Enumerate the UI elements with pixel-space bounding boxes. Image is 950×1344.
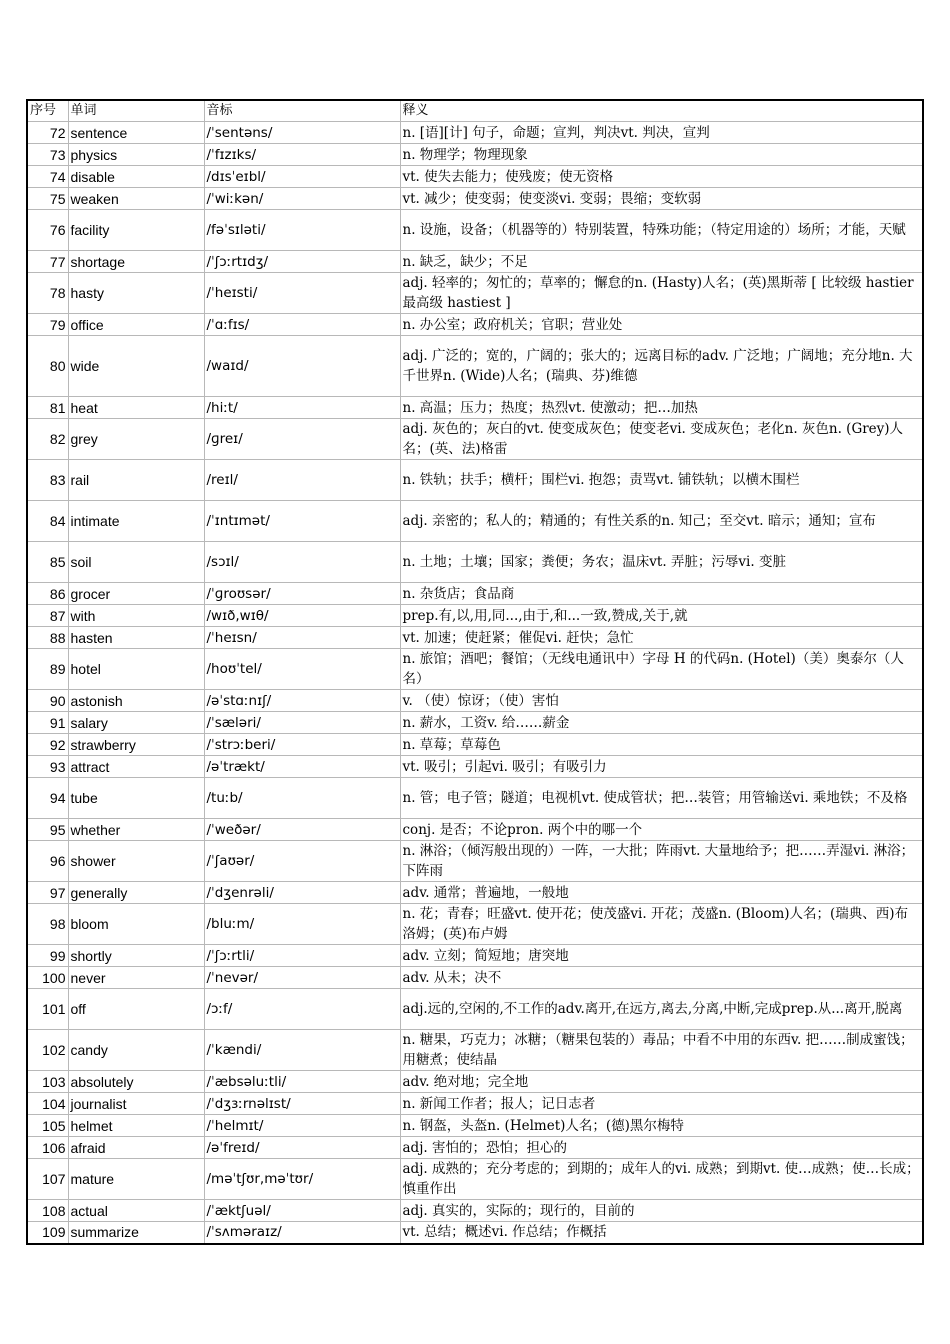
- row-phonetic: /əˈfreɪd/: [204, 1137, 400, 1159]
- table-row: [27, 819, 923, 841]
- row-word: grey: [68, 419, 204, 460]
- row-word: mature: [68, 1159, 204, 1200]
- row-phonetic: /ˈdʒenrəli/: [204, 882, 400, 904]
- table-row: [27, 989, 923, 1030]
- row-num: 97: [27, 882, 68, 904]
- row-word: office: [68, 314, 204, 336]
- table-row: [27, 904, 923, 945]
- table-row: [27, 882, 923, 904]
- row-phonetic: /ˈweðər/: [204, 819, 400, 841]
- row-definition: adj. 成熟的；充分考虑的；到期的；成年人的vi. 成熟；到期vt. 使…成熟；使…长成；慎重作出: [400, 1159, 923, 1200]
- row-num: 95: [27, 819, 68, 841]
- row-word: hasty: [68, 273, 204, 314]
- table-row: [27, 712, 923, 734]
- row-num: 88: [27, 627, 68, 649]
- row-definition: v. （使）惊讶；（使）害怕: [400, 690, 923, 712]
- row-num: 75: [27, 188, 68, 210]
- table-row: [27, 1115, 923, 1137]
- row-num: 101: [27, 989, 68, 1030]
- row-num: 96: [27, 841, 68, 882]
- row-num: 72: [27, 122, 68, 144]
- row-definition: n. 旅馆；酒吧；餐馆；（无线电通讯中）字母 H 的代码n. (Hotel)（美）奥泰尔（人名）: [400, 649, 923, 690]
- table-row: [27, 583, 923, 605]
- table-row: [27, 1030, 923, 1071]
- row-num: 108: [27, 1200, 68, 1222]
- row-num: 104: [27, 1093, 68, 1115]
- table-row: [27, 273, 923, 314]
- row-num: 93: [27, 756, 68, 778]
- row-definition: n. 钢盔，头盔n. (Helmet)人名；(德)黑尔梅特: [400, 1115, 923, 1137]
- row-phonetic: /ˈheɪsn/: [204, 627, 400, 649]
- row-phonetic: /dɪsˈeɪbl/: [204, 166, 400, 188]
- table-row: [27, 1159, 923, 1200]
- row-phonetic: /ˈdʒɜːrnəlɪst/: [204, 1093, 400, 1115]
- row-definition: n. 草莓；草莓色: [400, 734, 923, 756]
- row-definition: n. 办公室；政府机关；官职；营业处: [400, 314, 923, 336]
- row-num: 76: [27, 210, 68, 251]
- row-word: helmet: [68, 1115, 204, 1137]
- row-definition: vt. 总结；概述vi. 作总结；作概括: [400, 1222, 923, 1244]
- row-word: sentence: [68, 122, 204, 144]
- row-definition: n. 杂货店；食品商: [400, 583, 923, 605]
- row-phonetic: /ˈæktʃuəl/: [204, 1200, 400, 1222]
- row-word: weaken: [68, 188, 204, 210]
- row-word: whether: [68, 819, 204, 841]
- row-definition: n. 高温；压力；热度；热烈vt. 使激动；把…加热: [400, 397, 923, 419]
- row-word: absolutely: [68, 1071, 204, 1093]
- row-word: generally: [68, 882, 204, 904]
- row-num: 92: [27, 734, 68, 756]
- row-num: 100: [27, 967, 68, 989]
- row-word: facility: [68, 210, 204, 251]
- row-word: heat: [68, 397, 204, 419]
- row-word: disable: [68, 166, 204, 188]
- row-definition: vt. 吸引；引起vi. 吸引；有吸引力: [400, 756, 923, 778]
- table-row: [27, 501, 923, 542]
- row-num: 103: [27, 1071, 68, 1093]
- row-definition: adj. 真实的，实际的；现行的，目前的: [400, 1200, 923, 1222]
- row-definition: adj. 灰色的；灰白的vt. 使变成灰色；使变老vi. 变成灰色；老化n. 灰色n. (Grey)人名；(英、法)格雷: [400, 419, 923, 460]
- row-definition: n. 缺乏，缺少；不足: [400, 251, 923, 273]
- table-row: [27, 967, 923, 989]
- row-word: tube: [68, 778, 204, 819]
- row-phonetic: /əˈtrækt/: [204, 756, 400, 778]
- row-phonetic: /hiːt/: [204, 397, 400, 419]
- row-phonetic: /waɪd/: [204, 336, 400, 397]
- table-row: [27, 336, 923, 397]
- row-phonetic: /ˈsentəns/: [204, 122, 400, 144]
- row-phonetic: /ˈnevər/: [204, 967, 400, 989]
- table-row: [27, 542, 923, 583]
- row-num: 83: [27, 460, 68, 501]
- row-definition: adj. 亲密的；私人的；精通的；有性关系的n. 知己；至交vt. 暗示；通知；宣布: [400, 501, 923, 542]
- row-word: journalist: [68, 1093, 204, 1115]
- row-num: 109: [27, 1222, 68, 1244]
- row-phonetic: /ɡreɪ/: [204, 419, 400, 460]
- row-word: hasten: [68, 627, 204, 649]
- header-num: 序号: [27, 100, 68, 122]
- row-num: 91: [27, 712, 68, 734]
- table-row: [27, 144, 923, 166]
- row-word: hotel: [68, 649, 204, 690]
- row-word: summarize: [68, 1222, 204, 1244]
- row-num: 106: [27, 1137, 68, 1159]
- row-num: 79: [27, 314, 68, 336]
- row-num: 82: [27, 419, 68, 460]
- row-phonetic: /sɔɪl/: [204, 542, 400, 583]
- row-word: rail: [68, 460, 204, 501]
- row-phonetic: /məˈtʃʊr,məˈtʊr/: [204, 1159, 400, 1200]
- row-num: 77: [27, 251, 68, 273]
- table-row: [27, 649, 923, 690]
- row-word: bloom: [68, 904, 204, 945]
- table-row: [27, 945, 923, 967]
- row-definition: n. 糖果，巧克力；冰糖；（糖果包装的）毒品；中看不中用的东西v. 把……制成蜜饯；用糖煮；使结晶: [400, 1030, 923, 1071]
- row-word: candy: [68, 1030, 204, 1071]
- row-definition: n. 设施，设备；（机器等的）特别装置，特殊功能；（特定用途的）场所；才能，天赋: [400, 210, 923, 251]
- row-phonetic: /ˈɡroʊsər/: [204, 583, 400, 605]
- row-phonetic: /ˈhelmɪt/: [204, 1115, 400, 1137]
- table-row: [27, 314, 923, 336]
- table-row: [27, 122, 923, 144]
- row-phonetic: /ˈʃɔːrtli/: [204, 945, 400, 967]
- row-word: wide: [68, 336, 204, 397]
- row-word: physics: [68, 144, 204, 166]
- row-word: intimate: [68, 501, 204, 542]
- row-word: grocer: [68, 583, 204, 605]
- table-row: [27, 188, 923, 210]
- row-definition: n. 淋浴；（倾泻般出现的）一阵，一大批；阵雨vt. 大量地给予；把……弄湿vi. 淋浴；下阵雨: [400, 841, 923, 882]
- table-row: [27, 251, 923, 273]
- row-word: afraid: [68, 1137, 204, 1159]
- row-num: 80: [27, 336, 68, 397]
- row-definition: n. 花；青春；旺盛vt. 使开花；使茂盛vi. 开花；茂盛n. (Bloom)人名；(瑞典、西)布洛姆；(英)布卢姆: [400, 904, 923, 945]
- row-phonetic: /ˈsæləri/: [204, 712, 400, 734]
- row-word: shower: [68, 841, 204, 882]
- table-row: [27, 1093, 923, 1115]
- row-num: 74: [27, 166, 68, 188]
- table-row: [27, 1071, 923, 1093]
- row-num: 87: [27, 605, 68, 627]
- row-word: shortly: [68, 945, 204, 967]
- table-row: [27, 166, 923, 188]
- row-phonetic: /fəˈsɪləti/: [204, 210, 400, 251]
- row-num: 85: [27, 542, 68, 583]
- row-phonetic: /ˈʃaʊər/: [204, 841, 400, 882]
- row-phonetic: /ˈfɪzɪks/: [204, 144, 400, 166]
- table-row: [27, 778, 923, 819]
- row-word: actual: [68, 1200, 204, 1222]
- row-phonetic: /bluːm/: [204, 904, 400, 945]
- table-row: [27, 397, 923, 419]
- row-word: never: [68, 967, 204, 989]
- row-num: 102: [27, 1030, 68, 1071]
- header-word: 单词: [68, 100, 204, 122]
- row-definition: adj.远的,空闲的,不工作的adv.离开,在远方,离去,分离,中断,完成prep.从...离开,脱离: [400, 989, 923, 1030]
- row-word: with: [68, 605, 204, 627]
- vocabulary-table: [26, 99, 924, 1245]
- row-phonetic: /ˈstrɔːberi/: [204, 734, 400, 756]
- row-definition: adv. 通常；普遍地，一般地: [400, 882, 923, 904]
- row-phonetic: /wɪð,wɪθ/: [204, 605, 400, 627]
- row-definition: prep.有,以,用,同...,由于,和...一致,赞成,关于,就: [400, 605, 923, 627]
- row-phonetic: /ˈwiːkən/: [204, 188, 400, 210]
- header-phonetic: 音标: [204, 100, 400, 122]
- row-word: off: [68, 989, 204, 1030]
- table-header-row: [27, 100, 923, 122]
- row-definition: adv. 立刻；简短地；唐突地: [400, 945, 923, 967]
- row-phonetic: /hoʊˈtel/: [204, 649, 400, 690]
- row-definition: adj. 广泛的；宽的，广阔的；张大的；远离目标的adv. 广泛地；广阔地；充分地n. 大千世界n. (Wide)人名；(瑞典、芬)维德: [400, 336, 923, 397]
- table-row: [27, 627, 923, 649]
- row-num: 86: [27, 583, 68, 605]
- table-body: [27, 122, 923, 1244]
- row-num: 107: [27, 1159, 68, 1200]
- row-definition: n. 土地；土壤；国家；粪便；务农；温床vt. 弄脏；污辱vi. 变脏: [400, 542, 923, 583]
- row-definition: adj. 轻率的；匆忙的；草率的；懈怠的n. (Hasty)人名；(英)黑斯蒂 [ 比较级 hastier 最高级 hastiest ]: [400, 273, 923, 314]
- table-row: [27, 419, 923, 460]
- table-row: [27, 605, 923, 627]
- row-definition: vt. 使失去能力；使残废；使无资格: [400, 166, 923, 188]
- table-row: [27, 1137, 923, 1159]
- row-definition: vt. 减少；使变弱；使变淡vi. 变弱；畏缩；变软弱: [400, 188, 923, 210]
- table-row: [27, 1222, 923, 1244]
- row-num: 78: [27, 273, 68, 314]
- row-phonetic: /ˈsʌməraɪz/: [204, 1222, 400, 1244]
- header-definition: 释义: [400, 100, 923, 122]
- row-word: strawberry: [68, 734, 204, 756]
- row-num: 89: [27, 649, 68, 690]
- table-row: [27, 1200, 923, 1222]
- row-definition: n. 管；电子管；隧道；电视机vt. 使成管状；把…装管；用管输送vi. 乘地铁；不及格: [400, 778, 923, 819]
- table-row: [27, 690, 923, 712]
- table-row: [27, 756, 923, 778]
- row-definition: vt. 加速；使赶紧；催促vi. 赶快；急忙: [400, 627, 923, 649]
- row-definition: adv. 绝对地；完全地: [400, 1071, 923, 1093]
- row-definition: n. 物理学；物理现象: [400, 144, 923, 166]
- row-num: 90: [27, 690, 68, 712]
- row-num: 98: [27, 904, 68, 945]
- row-definition: n. 新闻工作者；报人；记日志者: [400, 1093, 923, 1115]
- row-phonetic: /ˈheɪsti/: [204, 273, 400, 314]
- row-word: attract: [68, 756, 204, 778]
- row-phonetic: /ɔːf/: [204, 989, 400, 1030]
- row-word: salary: [68, 712, 204, 734]
- row-num: 105: [27, 1115, 68, 1137]
- row-num: 94: [27, 778, 68, 819]
- row-phonetic: /ˈæbsəluːtli/: [204, 1071, 400, 1093]
- row-phonetic: /əˈstɑːnɪʃ/: [204, 690, 400, 712]
- table-row: [27, 841, 923, 882]
- row-phonetic: /ˈɑːfɪs/: [204, 314, 400, 336]
- row-definition: n. 薪水，工资v. 给……薪金: [400, 712, 923, 734]
- row-definition: n. [语][计] 句子，命题；宣判，判决vt. 判决，宣判: [400, 122, 923, 144]
- table-row: [27, 460, 923, 501]
- table-row: [27, 734, 923, 756]
- row-num: 73: [27, 144, 68, 166]
- row-num: 81: [27, 397, 68, 419]
- row-word: soil: [68, 542, 204, 583]
- row-word: astonish: [68, 690, 204, 712]
- row-phonetic: /ˈkændi/: [204, 1030, 400, 1071]
- table-row: [27, 210, 923, 251]
- row-definition: adj. 害怕的；恐怕；担心的: [400, 1137, 923, 1159]
- row-word: shortage: [68, 251, 204, 273]
- row-definition: adv. 从未；决不: [400, 967, 923, 989]
- row-num: 99: [27, 945, 68, 967]
- row-phonetic: /tuːb/: [204, 778, 400, 819]
- row-phonetic: /reɪl/: [204, 460, 400, 501]
- row-phonetic: /ˈʃɔːrtɪdʒ/: [204, 251, 400, 273]
- row-phonetic: /ˈɪntɪmət/: [204, 501, 400, 542]
- row-num: 84: [27, 501, 68, 542]
- row-definition: n. 铁轨；扶手；横杆；围栏vi. 抱怨；责骂vt. 铺铁轨；以横木围栏: [400, 460, 923, 501]
- row-definition: conj. 是否；不论pron. 两个中的哪一个: [400, 819, 923, 841]
